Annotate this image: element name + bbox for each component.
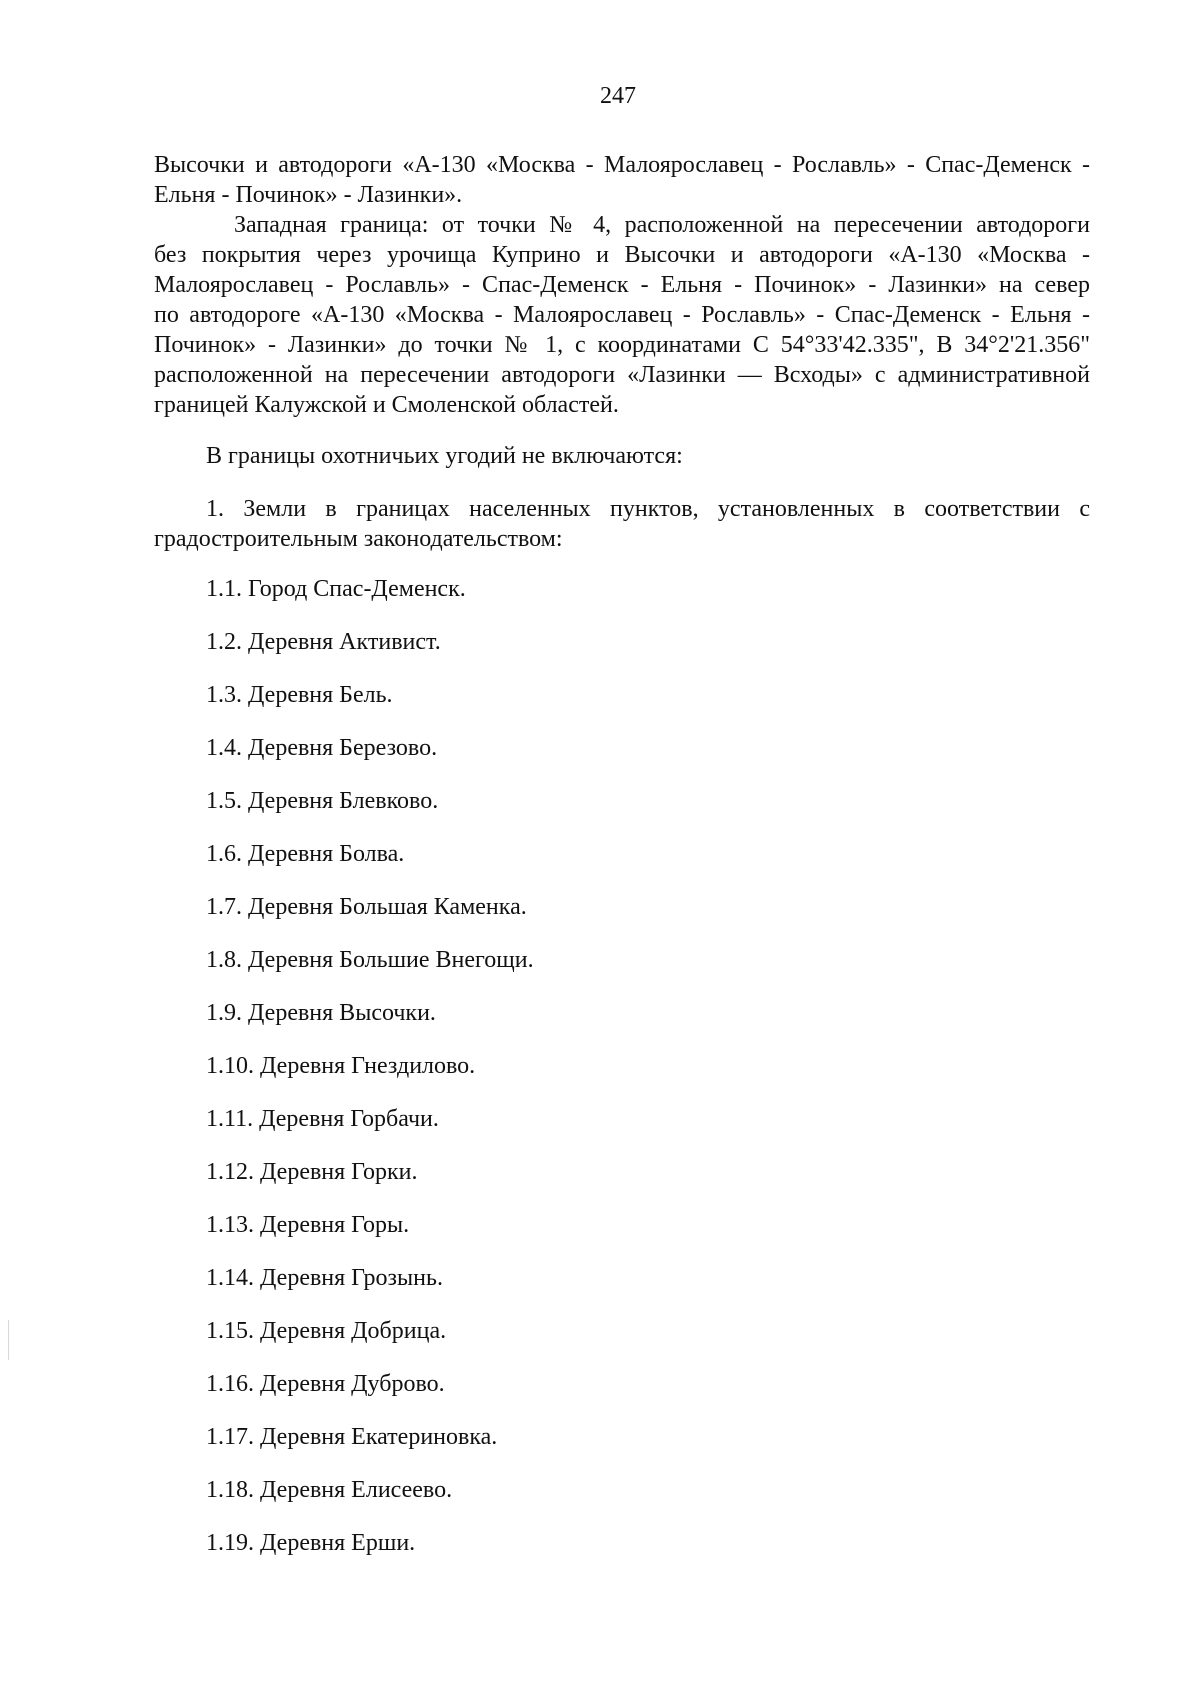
paragraph-line: по автодороге «А-130 «Москва - Малоярославец - Рославль» - Спас-Деменск - Ельня - xyxy=(154,302,1090,328)
list-item: 1.10. Деревня Гнездилово. xyxy=(206,1053,476,1079)
list-item: 1.13. Деревня Горы. xyxy=(206,1212,410,1238)
list-item: 1.9. Деревня Высочки. xyxy=(206,1000,436,1026)
exclusions-intro: В границы охотничьих угодий не включаются: xyxy=(206,443,683,469)
list-item: 1.7. Деревня Большая Каменка. xyxy=(206,894,527,920)
list-item: 1.8. Деревня Большие Внегощи. xyxy=(206,947,534,973)
paragraph-continuation xyxy=(154,150,1090,210)
list-item: 1.4. Деревня Березово. xyxy=(206,735,438,761)
list-item: 1.14. Деревня Грозынь. xyxy=(206,1265,443,1291)
settlements-list xyxy=(206,574,534,1581)
list-item: 1.18. Деревня Елисеево. xyxy=(206,1477,453,1503)
list-item-line: 1. Земли в границах населенных пунктов, установленных в соответствии с xyxy=(206,496,1090,522)
scan-artifact xyxy=(8,1320,9,1360)
list-item: 1.12. Деревня Горки. xyxy=(206,1159,418,1185)
list-item: 1.1. Город Спас-Деменск. xyxy=(206,576,466,602)
list-item: 1.3. Деревня Бель. xyxy=(206,682,393,708)
list-item-line: градостроительным законодательством: xyxy=(154,526,563,552)
list-item: 1.19. Деревня Ерши. xyxy=(206,1530,416,1556)
list-item: 1.15. Деревня Добрица. xyxy=(206,1318,447,1344)
paragraph-line: Ельня - Починок» - Лазинки». xyxy=(154,182,463,208)
page-number: 247 xyxy=(600,83,636,109)
paragraph-line: Западная граница: от точки № 4, расположенной на пересечении автодороги xyxy=(234,212,1090,238)
paragraph-line: расположенной на пересечении автодороги «Лазинки — Всходы» с административной xyxy=(154,362,1090,388)
list-item: 1.16. Деревня Дуброво. xyxy=(206,1371,445,1397)
paragraph-western-border xyxy=(154,210,1090,420)
paragraph-line: Малоярославец - Рославль» - Спас-Деменск - Ельня - Починок» - Лазинки» на север xyxy=(154,272,1090,298)
list-item: 1.6. Деревня Болва. xyxy=(206,841,405,867)
paragraph-line: границей Калужской и Смоленской областей. xyxy=(154,392,619,418)
paragraph-line: без покрытия через урочища Куприно и Высочки и автодороги «А-130 «Москва - xyxy=(154,242,1090,268)
list-item-1 xyxy=(154,494,1090,554)
list-item: 1.11. Деревня Горбачи. xyxy=(206,1106,439,1132)
paragraph-line: Починок» - Лазинки» до точки № 1, с координатами С 54°33'42.335", В 34°2'21.356" xyxy=(154,332,1090,358)
paragraph-line: Высочки и автодороги «А-130 «Москва - Малоярославец - Рославль» - Спас-Деменск - xyxy=(154,152,1090,178)
list-item: 1.5. Деревня Блевково. xyxy=(206,788,439,814)
list-item: 1.2. Деревня Активист. xyxy=(206,629,441,655)
list-item: 1.17. Деревня Екатериновка. xyxy=(206,1424,498,1450)
